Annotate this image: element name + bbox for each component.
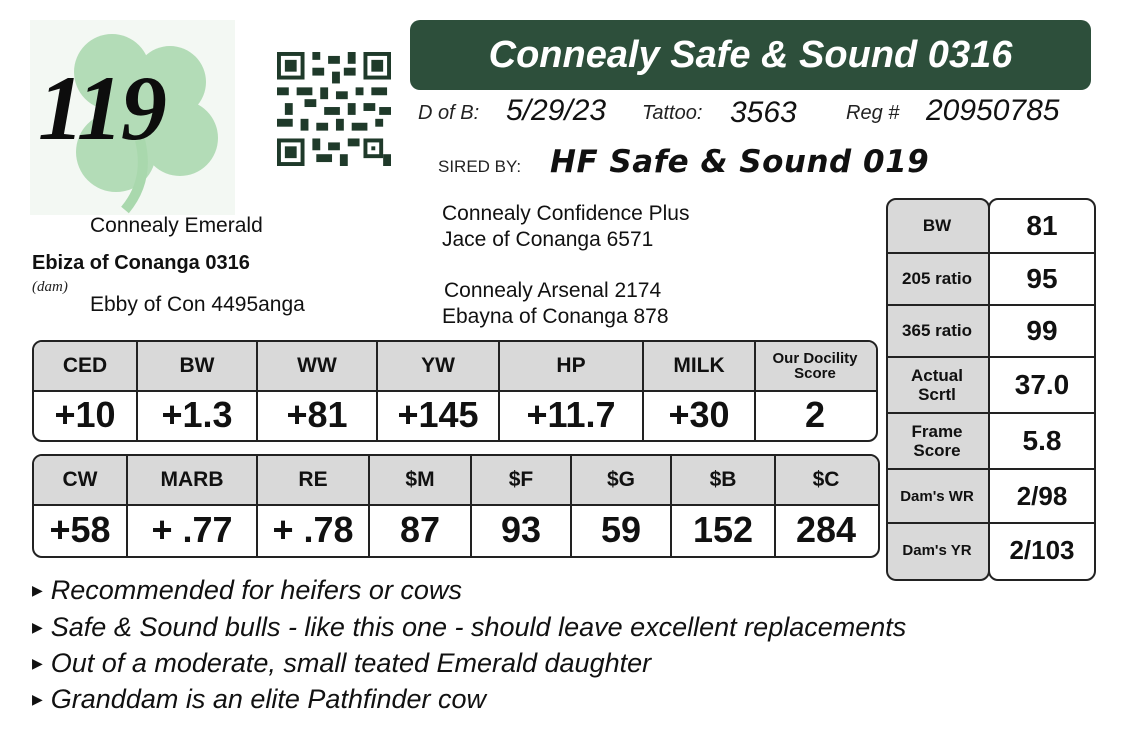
epd-value-milk: +30 (668, 394, 730, 435)
epd-header-docility (756, 346, 874, 386)
epd-header-ww: WW (297, 354, 337, 377)
stat-value-dams-yr: 2/103 (1009, 534, 1075, 565)
pedigree-sire-sire: Connealy Confidence Plus (442, 202, 690, 225)
stat-value-frame-score: 5.8 (1022, 425, 1062, 456)
stat-value-365-ratio: 99 (1026, 315, 1058, 346)
stat-label-dams-wr: Dam's WR (900, 487, 974, 505)
note-3 (32, 648, 651, 679)
epd-value-c: 284 (795, 509, 857, 550)
docility-score-value: 2 (804, 394, 826, 435)
pedigree-dam-dam-top: Ebayna of Conanga 878 (442, 305, 669, 328)
epd-value-g: 59 (600, 509, 642, 550)
triangle-bullet-icon: ▶ (32, 582, 43, 598)
docility-header-line2: Score (794, 365, 836, 382)
triangle-bullet-icon: ▶ (32, 619, 43, 635)
animal-name: Connealy Safe & Sound 0316 (488, 34, 1013, 76)
epd-value-bw: +1.3 (161, 394, 233, 435)
epd-value-ced: +10 (54, 394, 116, 435)
epd-value-ww: +81 (286, 394, 348, 435)
epd-value-marb: + .77 (151, 509, 233, 550)
stat-label-bw: BW (922, 216, 952, 235)
sire-name: HF Safe & Sound 019 (550, 144, 930, 180)
epd-value-m: 87 (399, 509, 441, 550)
stat-label-365-ratio: 365 ratio (902, 321, 972, 340)
dob-value: 5/29/23 (506, 94, 607, 127)
qr-code-icon (276, 52, 392, 166)
epd-header-bw: BW (179, 354, 215, 377)
epd-value-cw: +58 (49, 509, 111, 550)
epd-value-yw: +145 (397, 394, 479, 435)
stat-label-frame-score (886, 414, 988, 468)
pedigree-dam-sire: Connealy Emerald (90, 214, 263, 237)
reg-value: 20950785 (926, 94, 1060, 127)
epd-table-2 (32, 454, 880, 558)
note-4 (32, 684, 486, 715)
dam-tag: (dam) (32, 279, 68, 295)
triangle-bullet-icon: ▶ (32, 691, 43, 707)
tattoo-label: Tattoo: (642, 102, 703, 124)
epd-table-1 (32, 340, 878, 442)
docility-header-line1: Our Docility (772, 350, 858, 367)
epd-header-c: $C (812, 468, 840, 491)
stat-label-frame-line1: Frame (911, 422, 963, 441)
epd-header-milk: MILK (673, 354, 725, 377)
stat-label-frame-line2: Score (913, 441, 961, 460)
stat-label-dams-yr: Dam's YR (902, 541, 972, 559)
epd-header-hp: HP (556, 354, 586, 377)
epd-value-f: 93 (500, 509, 542, 550)
stat-label-actual-scrtl (886, 358, 988, 412)
stat-label-actual-line2: Scrtl (918, 385, 956, 404)
note-2 (32, 612, 906, 643)
note-text: Safe & Sound bulls - like this one - should leave excellent replacements (50, 612, 907, 642)
epd-header-m: $M (405, 468, 435, 491)
epd-value-hp: +11.7 (526, 394, 616, 435)
dob-label: D of B: (418, 102, 480, 124)
stat-label-actual-line1: Actual (911, 366, 963, 385)
note-text: Out of a moderate, small teated Emerald daughter (50, 648, 652, 678)
pedigree-dam-sire-top: Connealy Arsenal 2174 (444, 279, 662, 302)
note-text: Recommended for heifers or cows (50, 575, 462, 605)
epd-value-b: 152 (692, 509, 754, 550)
note-1 (32, 575, 462, 606)
epd-header-g: $G (606, 468, 635, 491)
epd-header-yw: YW (421, 354, 455, 377)
lot-number: 119 (38, 57, 165, 159)
tattoo-value: 3563 (730, 96, 797, 129)
stat-value-dams-wr: 2/98 (1016, 480, 1068, 511)
stat-value-actual-scrtl: 37.0 (1014, 369, 1070, 400)
epd-header-f: $F (508, 468, 534, 491)
triangle-bullet-icon: ▶ (32, 655, 43, 671)
stat-value-205-ratio: 95 (1026, 263, 1058, 294)
sired-by-label: SIRED BY: (438, 157, 522, 176)
epd-header-marb: MARB (160, 468, 224, 491)
pedigree-sire-dam: Jace of Conanga 6571 (442, 228, 654, 251)
pedigree-dam: Ebiza of Conanga 0316 (32, 252, 250, 274)
epd-header-cw: CW (62, 468, 98, 491)
epd-header-ced: CED (62, 354, 108, 377)
stat-label-205-ratio: 205 ratio (902, 269, 972, 288)
reg-label: Reg # (846, 102, 900, 124)
pedigree-dam-dam: Ebby of Con 4495anga (90, 293, 305, 316)
epd-header-re: RE (298, 468, 328, 491)
epd-header-b: $B (709, 468, 737, 491)
stat-value-bw: 81 (1026, 210, 1058, 241)
note-text: Granddam is an elite Pathfinder cow (50, 684, 487, 714)
epd-value-re: + .78 (272, 509, 354, 550)
